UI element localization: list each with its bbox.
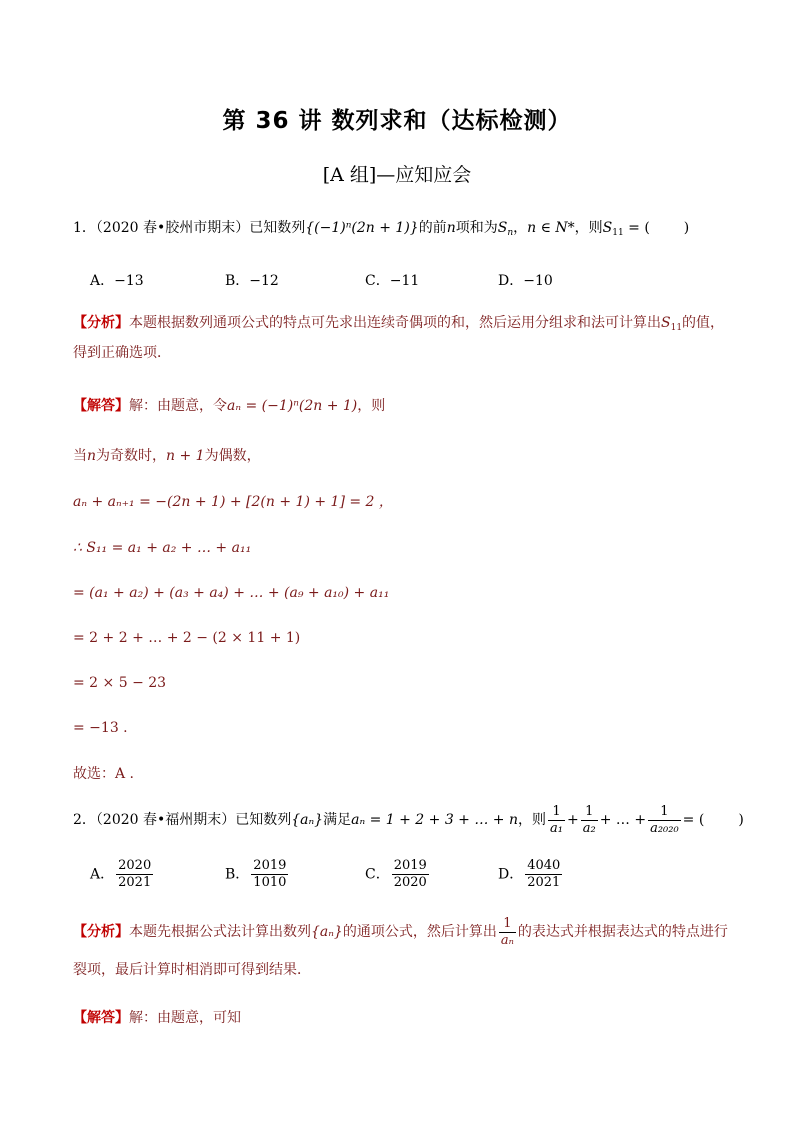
q2-frac1-num: 1	[548, 804, 565, 821]
q1-answer-then: ，则	[357, 398, 386, 414]
q1-close-paren: )	[683, 220, 690, 236]
q2-option-d-num: 4040	[527, 858, 561, 873]
q1-analysis-text: 本题根据数列通项公式的特点可先求出连续奇偶项的和，然后运用分组求和法可计算出	[129, 315, 661, 331]
q2-stem-text: 满足	[323, 812, 352, 828]
q1-stem	[73, 218, 689, 243]
q2-option-d	[498, 858, 564, 891]
q1-analysis-line1	[73, 313, 724, 338]
q2-option-b-frac	[251, 858, 288, 891]
q1-general-term: aₙ = (−1)ⁿ(2n + 1)	[227, 398, 358, 414]
q2-option-a-frac	[116, 858, 153, 891]
q1-step3: ∴ S₁₁ = a₁ + a₂ + … + a₁₁	[73, 540, 252, 556]
q1-step1-n: n	[87, 448, 97, 464]
q1-step7: = −13 .	[73, 720, 128, 736]
q2-option-a	[90, 858, 155, 891]
q2-analysis-frac-den: aₙ	[500, 932, 514, 948]
answer-tag: 【解答】	[73, 398, 129, 414]
q1-analysis-line2: 得到正确选项．	[73, 345, 171, 361]
q2-option-d-den: 2021	[527, 875, 561, 890]
q2-frac2-den: a₂	[582, 820, 596, 836]
q2-option-b	[225, 858, 290, 891]
q2-plus1: +	[566, 812, 579, 828]
q1-analysis-text2: 的值，	[682, 315, 725, 331]
q2-analysis-text: 本题先根据公式法计算出数列	[129, 924, 311, 940]
q1-comma: ，	[513, 220, 528, 236]
q2-option-a-den: 2021	[118, 875, 152, 890]
q2-sequence: {aₙ}	[291, 812, 324, 828]
q2-option-b-den: 1010	[253, 875, 287, 890]
q1-step6: = 2 × 5 − 23	[73, 675, 167, 691]
q1-equals: = (	[623, 220, 650, 236]
q1-sequence: {(−1)ⁿ(2n + 1)}	[305, 220, 419, 236]
q2-option-a-num: 2020	[118, 858, 152, 873]
answer-tag: 【解答】	[73, 1010, 129, 1026]
q1-step4: = (a₁ + a₂) + (a₃ + a₄) + … + (a₉ + a₁₀) + a₁₁	[73, 585, 390, 601]
q1-step5: = 2 + 2 + … + 2 − (2 × 11 + 1)	[73, 630, 301, 646]
q2-plus2: + … +	[599, 812, 647, 828]
q2-close-paren: )	[738, 812, 744, 828]
q2-option-d-frac	[525, 858, 562, 891]
page-title: 第 36 讲 数列求和（达标检测）	[222, 108, 572, 134]
q2-answer-intro: 解：由题意，可知	[129, 1010, 241, 1026]
q1-step1	[73, 446, 261, 466]
q1-step1-a: 当	[73, 448, 87, 464]
q2-option-b-label: B．	[225, 866, 250, 883]
q1-choice: 故选：A .	[73, 766, 135, 782]
q2-frac2-num: 1	[581, 804, 598, 821]
q1-option-c: C．−11	[365, 273, 420, 289]
q2-option-c-frac	[392, 858, 429, 891]
q2-frac1-den: a₁	[550, 820, 563, 836]
q1-stem-text: 的前	[418, 220, 447, 236]
q2-analysis-text2: 的通项公式，然后计算出	[342, 924, 497, 940]
q2-analysis-seq: {aₙ}	[311, 924, 343, 940]
q2-stem-prefix: 2．（2020 春•福州期末）已知数列	[73, 812, 292, 828]
q1-option-a: A．−13	[90, 273, 144, 289]
q2-option-c-num: 2019	[393, 858, 427, 873]
q1-n: n	[446, 220, 456, 236]
q2-formula: aₙ = 1 + 2 + 3 + … + n	[351, 812, 519, 828]
q1-S-sub: n	[507, 228, 514, 238]
q2-answer-line1	[73, 1008, 241, 1028]
q1-answer-intro: 解：由题意，令	[129, 398, 227, 414]
q1-step1-c: n + 1	[166, 448, 205, 464]
q1-analysis-S-sub: 11	[670, 323, 683, 333]
q1-answer-line1	[73, 396, 385, 416]
q1-stem-text2: 项和为	[455, 220, 498, 236]
q2-equals: = (	[682, 812, 705, 828]
q1-S11: S	[602, 220, 613, 236]
q1-n-in-N: n ∈ N*	[527, 220, 575, 236]
section-subtitle: [A 组]—应知应会	[322, 164, 472, 186]
q2-analysis-frac-num: 1	[499, 916, 516, 933]
q2-option-c	[365, 858, 431, 891]
q1-step1-d: 为偶数，	[204, 448, 261, 464]
q1-S: S	[497, 220, 508, 236]
q1-S11-sub: 11	[612, 228, 624, 238]
analysis-tag: 【分析】	[73, 315, 129, 331]
q1-step2: aₙ + aₙ₊₁ = −(2n + 1) + [2(n + 1) + 1] = 2 ，	[73, 494, 393, 510]
q2-analysis-line1	[73, 912, 728, 952]
q2-frac3	[648, 804, 681, 837]
q2-option-b-num: 2019	[253, 858, 287, 873]
q1-stem-prefix: 1．（2020 春•胶州市期末）已知数列	[73, 220, 306, 236]
analysis-tag: 【分析】	[73, 924, 129, 940]
q2-analysis-frac	[499, 916, 516, 949]
q2-option-d-label: D．	[498, 866, 524, 883]
q2-frac3-den: a₂₀₂₀	[650, 820, 679, 836]
q2-analysis-text3: 的表达式并根据表达式的特点进行	[517, 924, 728, 940]
q1-option-b: B．−12	[225, 273, 279, 289]
q2-option-c-den: 2020	[393, 875, 427, 890]
q1-option-d: D．−10	[498, 273, 553, 289]
q2-option-c-label: C．	[365, 866, 390, 883]
q2-stem	[73, 800, 744, 840]
q2-option-a-label: A．	[90, 866, 115, 883]
q2-then: ，则	[518, 812, 547, 828]
q2-analysis-line2: 裂项，最后计算时相消即可得到结果．	[73, 962, 311, 978]
q2-frac2	[581, 804, 598, 837]
q1-then: ，则	[574, 220, 603, 236]
q1-step1-b: 为奇数时，	[96, 448, 167, 464]
q1-analysis-S: S	[661, 315, 671, 331]
q2-frac3-num: 1	[648, 804, 681, 821]
q2-frac1	[548, 804, 565, 837]
